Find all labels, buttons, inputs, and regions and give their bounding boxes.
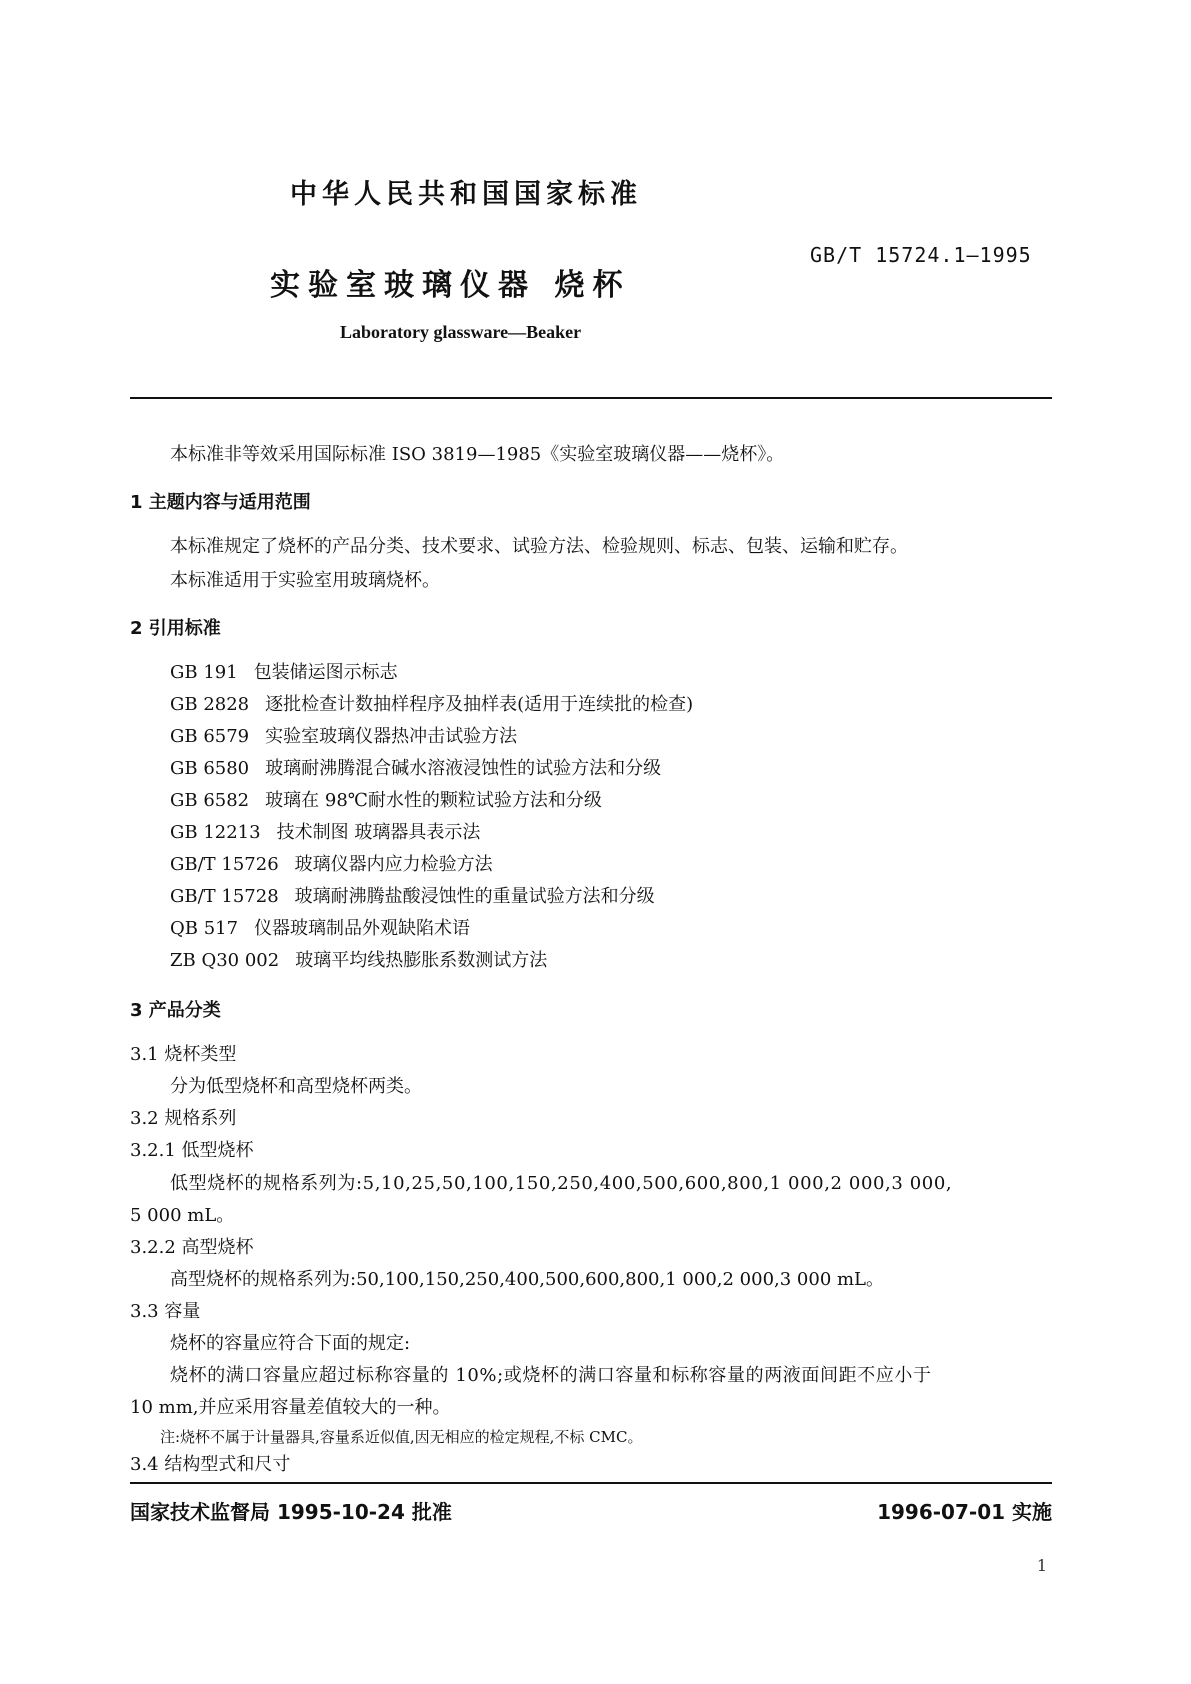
section-2-heading: 2 引用标准	[130, 618, 221, 639]
reference-item	[170, 786, 602, 812]
reference-title: 玻璃耐沸腾盐酸浸蚀性的重量试验方法和分级	[294, 886, 655, 907]
reference-item	[170, 658, 398, 684]
section-1-heading: 1 主题内容与适用范围	[130, 492, 311, 513]
section-3-1-text: 分为低型烧杯和高型烧杯两类。	[170, 1076, 422, 1097]
reference-code: GB 191	[170, 662, 238, 683]
reference-item	[170, 818, 480, 844]
section-3-1-title: 3.1 烧杯类型	[130, 1044, 237, 1065]
section-1-paragraph-2: 本标准适用于实验室用玻璃烧杯。	[170, 570, 440, 591]
reference-item	[170, 754, 661, 780]
reference-title: 包装储运图示标志	[253, 662, 398, 683]
footer-divider	[130, 1482, 1052, 1484]
standard-code: GB/T 15724.1—1995	[810, 243, 1032, 267]
section-3-2-2-text: 高型烧杯的规格系列为:50,100,150,250,400,500,600,800,1 000,2 000,3 000 mL。	[170, 1269, 885, 1290]
section-3-3-rule-cont: 10 mm,并应采用容量差值较大的一种。	[130, 1397, 451, 1418]
section-3-2-2-title: 3.2.2 高型烧杯	[130, 1237, 254, 1258]
page-number: 1	[1036, 1556, 1047, 1575]
approval-line: 国家技术监督局 1995-10-24 批准	[130, 1500, 452, 1524]
reference-item	[170, 946, 547, 972]
reference-title: 玻璃仪器内应力检验方法	[294, 854, 493, 875]
reference-item	[170, 850, 493, 876]
intro-paragraph: 本标准非等效采用国际标准 ISO 3819—1985《实验室玻璃仪器——烧杯》。	[170, 444, 785, 465]
reference-title: 玻璃平均线热膨胀系数测试方法	[295, 950, 548, 971]
implementation-date: 1996-07-01 实施	[877, 1500, 1052, 1524]
section-3-2-1-text: 低型烧杯的规格系列为:5,10,25,50,100,150,250,400,500,600,800,1 000,2 000,3 000,	[170, 1173, 953, 1194]
section-3-3-rule: 烧杯的满口容量应超过标称容量的 10%;或烧杯的满口容量和标称容量的两液面间距不应小于	[170, 1365, 932, 1386]
section-3-3-text: 烧杯的容量应符合下面的规定:	[170, 1333, 411, 1354]
section-3-2-1-title: 3.2.1 低型烧杯	[130, 1140, 254, 1161]
reference-title: 逐批检查计数抽样程序及抽样表(适用于连续批的检查)	[265, 694, 694, 715]
english-title: Laboratory glassware—Beaker	[340, 322, 582, 342]
reference-title: 玻璃耐沸腾混合碱水溶液浸蚀性的试验方法和分级	[265, 758, 662, 779]
section-3-2-title: 3.2 规格系列	[130, 1108, 237, 1129]
reference-title: 实验室玻璃仪器热冲击试验方法	[265, 726, 518, 747]
reference-code: QB 517	[170, 918, 239, 939]
reference-code: GB 6580	[170, 758, 250, 779]
reference-code: GB 12213	[170, 822, 261, 843]
reference-title: 技术制图 玻璃器具表示法	[276, 822, 481, 843]
reference-code: GB/T 15728	[170, 886, 279, 907]
reference-item	[170, 722, 517, 748]
reference-code: GB 2828	[170, 694, 250, 715]
reference-item	[170, 914, 470, 940]
reference-item	[170, 882, 655, 908]
reference-code: GB 6579	[170, 726, 250, 747]
reference-title: 仪器玻璃制品外观缺陷术语	[254, 918, 471, 939]
reference-code: GB 6582	[170, 790, 250, 811]
national-standard-title: 中华人民共和国国家标准	[290, 179, 642, 210]
reference-code: ZB Q30 002	[170, 950, 280, 971]
section-1-paragraph-1: 本标准规定了烧杯的产品分类、技术要求、试验方法、检验规则、标志、包装、运输和贮存。	[170, 536, 908, 557]
section-3-4-title: 3.4 结构型式和尺寸	[130, 1454, 291, 1475]
reference-code: GB/T 15726	[170, 854, 279, 875]
reference-item	[170, 690, 693, 716]
section-3-3-note: 注:烧杯不属于计量器具,容量系近似值,因无相应的检定规程,不标 CMC。	[160, 1428, 643, 1446]
header-divider	[130, 397, 1052, 399]
section-3-heading: 3 产品分类	[130, 1000, 221, 1021]
section-3-3-title: 3.3 容量	[130, 1301, 201, 1322]
reference-title: 玻璃在 98℃耐水性的颗粒试验方法和分级	[265, 790, 602, 811]
section-3-2-1-text-cont: 5 000 mL。	[130, 1205, 235, 1226]
document-title: 实验室玻璃仪器 烧杯	[270, 268, 631, 303]
